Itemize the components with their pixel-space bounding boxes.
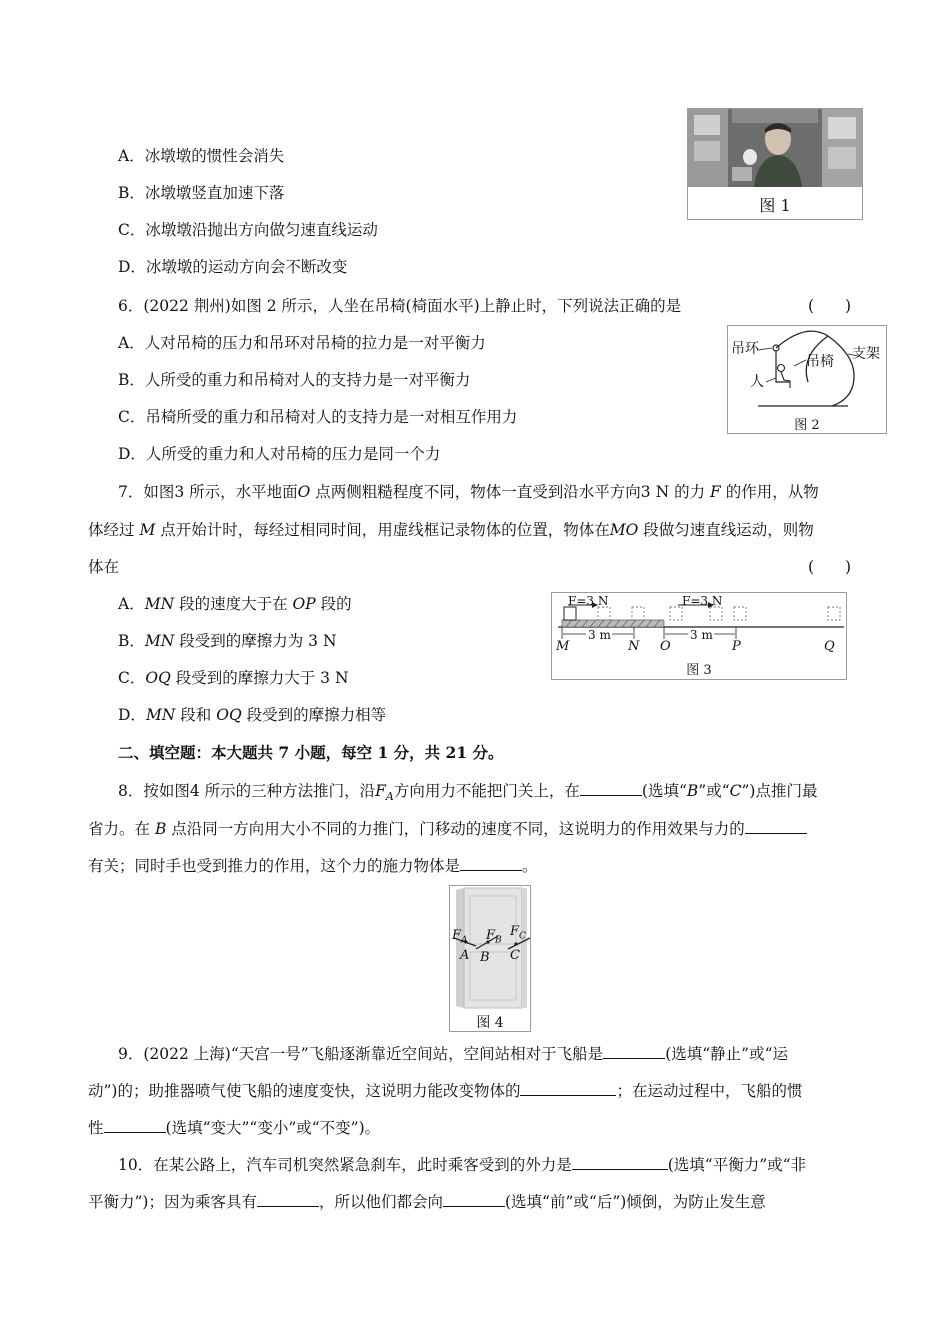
text: 段受到的摩擦力相等 bbox=[241, 706, 387, 724]
text: 段受到的摩擦力大于 3 N bbox=[170, 669, 349, 687]
subscript: A bbox=[461, 935, 468, 946]
text: 段的速度大于在 bbox=[174, 595, 293, 613]
figure-3-point-n: N bbox=[628, 639, 640, 654]
answer-blank[interactable] bbox=[572, 1155, 668, 1170]
q6-option-b: B．人所受的重力和吊椅对人的支持力是一对平衡力 bbox=[118, 371, 471, 389]
text: F bbox=[452, 928, 462, 943]
point-b: B bbox=[686, 782, 699, 800]
q5-option-a: A．冰墩墩的惯性会消失 bbox=[118, 147, 285, 165]
figure-4-force-c bbox=[510, 922, 526, 947]
segment-oq: OQ bbox=[145, 669, 171, 687]
segment-mo: MO bbox=[609, 521, 639, 539]
text: B． bbox=[118, 632, 145, 650]
q9-line3 bbox=[88, 1118, 380, 1138]
answer-blank[interactable] bbox=[580, 781, 642, 796]
q10-line1 bbox=[118, 1155, 806, 1175]
text: 点开始计时，每经过相同时间，用虚线框记录物体的位置，物体在 bbox=[155, 521, 610, 539]
answer-blank[interactable] bbox=[443, 1192, 505, 1207]
q8-line1 bbox=[118, 781, 817, 807]
q8-line3 bbox=[88, 856, 538, 876]
point-o: O bbox=[297, 483, 311, 501]
text: ”)点推门最 bbox=[741, 782, 818, 800]
segment-mn: MN bbox=[144, 595, 175, 613]
figure-2-label-ring: 吊环 bbox=[731, 341, 759, 357]
text: (选填“ bbox=[641, 782, 687, 800]
segment-mn: MN bbox=[145, 706, 176, 724]
segment-oq: OQ bbox=[216, 706, 242, 724]
subscript: C bbox=[519, 931, 526, 942]
q9-line2 bbox=[88, 1081, 803, 1101]
text: 点沿同一方向用大小不同的力推门，门移动的速度不同，这说明力的作用效果与力的 bbox=[166, 820, 745, 838]
text: 。 bbox=[522, 857, 538, 875]
q5-option-c: C．冰墩墩沿抛出方向做匀速直线运动 bbox=[118, 221, 378, 239]
q5-option-b: B．冰墩墩竖直加速下落 bbox=[118, 184, 285, 202]
figure-1-caption: 图 1 bbox=[759, 196, 791, 215]
figure-3 bbox=[551, 592, 847, 680]
subscript: B bbox=[495, 935, 502, 946]
answer-blank[interactable] bbox=[460, 856, 522, 871]
q6-answer-parens: ( ) bbox=[808, 297, 852, 315]
q6-option-a: A．人对吊椅的压力和吊环对吊椅的拉力是一对平衡力 bbox=[118, 334, 486, 352]
segment-mn: MN bbox=[144, 632, 175, 650]
answer-blank[interactable] bbox=[257, 1192, 319, 1207]
answer-blank[interactable] bbox=[745, 819, 807, 834]
q6-stem: 6．(2022 荆州)如图 2 所示，人坐在吊椅(椅面水平)上静止时，下列说法正确的是 bbox=[118, 297, 682, 315]
segment-op: OP bbox=[292, 595, 316, 613]
q7-option-a bbox=[118, 594, 352, 614]
text: ，所以他们都会向 bbox=[318, 1193, 443, 1211]
text: 7．如图3 所示，水平地面 bbox=[118, 483, 298, 501]
answer-blank[interactable] bbox=[603, 1044, 665, 1059]
q5-option-d: D．冰墩墩的运动方向会不断改变 bbox=[118, 258, 348, 276]
answer-blank[interactable] bbox=[104, 1118, 166, 1133]
figure-4-force-b bbox=[486, 926, 502, 951]
text: ；在运动过程中，飞船的惯 bbox=[616, 1082, 803, 1100]
answer-blank[interactable] bbox=[520, 1081, 616, 1096]
text: (选填“平衡力”或“非 bbox=[667, 1156, 807, 1174]
figure-3-caption: 图 3 bbox=[686, 663, 712, 678]
q7-stem-line2 bbox=[88, 520, 814, 540]
figure-4 bbox=[449, 885, 531, 1032]
q7-option-b bbox=[118, 631, 337, 651]
subscript: A bbox=[385, 790, 394, 804]
figure-4-caption: 图 4 bbox=[476, 1015, 504, 1031]
text: 段和 bbox=[175, 706, 217, 724]
text: F bbox=[510, 924, 520, 939]
q7-stem-line1 bbox=[118, 482, 819, 502]
figure-2-label-person: 人 bbox=[750, 374, 764, 390]
text: 9．(2022 上海)“天宫一号”飞船逐渐靠近空间站，空间站相对于飞船是 bbox=[118, 1045, 604, 1063]
text: 动”)的；助推器喷气使飞船的速度变快，这说明力能改变物体的 bbox=[88, 1082, 521, 1100]
figure-3-point-o: O bbox=[660, 639, 671, 654]
text: 省力。在 bbox=[88, 820, 155, 838]
q6-option-c: C．吊椅所受的重力和吊椅对人的支持力是一对相互作用力 bbox=[118, 408, 518, 426]
text: 8．按如图4 所示的三种方法推门，沿 bbox=[118, 782, 376, 800]
q9-line1 bbox=[118, 1044, 788, 1064]
figure-3-force-1: F=3 N bbox=[568, 594, 609, 608]
q7-option-c bbox=[118, 668, 349, 688]
force-f: F bbox=[710, 483, 721, 501]
text: 的作用，从物 bbox=[720, 483, 819, 501]
text: 方向用力不能把门关上，在 bbox=[393, 782, 580, 800]
text: C． bbox=[118, 669, 146, 687]
figure-3-point-m: M bbox=[556, 639, 570, 654]
text: 段受到的摩擦力为 3 N bbox=[174, 632, 337, 650]
text: ”或“ bbox=[698, 782, 730, 800]
text: 段做匀速直线运动，则物 bbox=[638, 521, 814, 539]
text: 段的 bbox=[315, 595, 352, 613]
text: F bbox=[486, 928, 496, 943]
q7-stem-line3: 体在 bbox=[88, 558, 120, 576]
text: 体经过 bbox=[88, 521, 140, 539]
figure-3-point-q: Q bbox=[824, 639, 835, 654]
text: (选填“前”或“后”)倾倒，为防止发生意 bbox=[505, 1193, 766, 1211]
figure-3-point-p: P bbox=[732, 639, 741, 654]
figure-2-label-frame: 支架 bbox=[852, 346, 880, 362]
figure-2-label-chair: 吊椅 bbox=[806, 354, 834, 370]
q6-option-d: D．人所受的重力和人对吊椅的压力是同一个力 bbox=[118, 445, 441, 463]
figure-4-point-b: B bbox=[480, 950, 490, 965]
figure-2-caption: 图 2 bbox=[794, 418, 820, 433]
point-c: C bbox=[729, 782, 742, 800]
q10-line2 bbox=[88, 1192, 766, 1212]
text: 10．在某公路上，汽车司机突然紧急刹车，此时乘客受到的外力是 bbox=[118, 1156, 572, 1174]
figure-3-distance-2: 3 m bbox=[690, 628, 713, 642]
figure-2 bbox=[727, 325, 887, 434]
q8-line2 bbox=[88, 819, 807, 839]
q7-answer-parens: ( ) bbox=[808, 558, 852, 576]
text: 性 bbox=[88, 1119, 104, 1137]
figure-4-point-c: C bbox=[510, 948, 520, 963]
text: D． bbox=[118, 706, 146, 724]
figure-3-force-2: F=3 N bbox=[682, 594, 723, 608]
figure-1 bbox=[687, 108, 863, 220]
text: 点两侧粗糙程度不同，物体一直受到沿水平方向3 N 的力 bbox=[310, 483, 711, 501]
text: 有关；同时手也受到推力的作用，这个力的施力物体是 bbox=[88, 857, 461, 875]
text: 平衡力”)；因为乘客具有 bbox=[88, 1193, 257, 1211]
figure-1-photo bbox=[688, 109, 862, 187]
section-2-heading: 二、填空题：本大题共 7 小题，每空 1 分，共 21 分。 bbox=[118, 743, 504, 762]
figure-3-distance-1: 3 m bbox=[588, 628, 611, 642]
point-m: M bbox=[139, 521, 156, 539]
text: (选填“静止”或“运 bbox=[665, 1045, 789, 1063]
figure-4-point-a: A bbox=[460, 948, 470, 963]
text: A． bbox=[118, 595, 145, 613]
q7-option-d bbox=[118, 705, 386, 725]
text: (选填“变大”“变小”或“不变”)。 bbox=[165, 1119, 381, 1137]
point-b: B bbox=[154, 820, 167, 838]
force-f: F bbox=[375, 782, 386, 800]
